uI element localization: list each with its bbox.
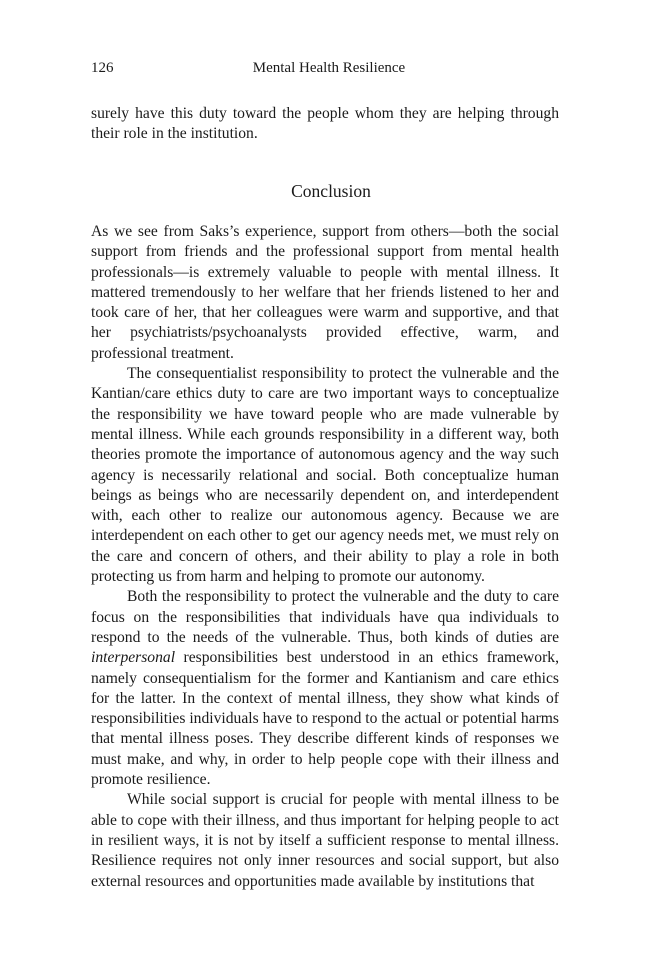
intro-paragraph: surely have this duty toward the people whom they are helping through their role in the institution. [91,105,559,143]
page-number: 126 [91,60,114,76]
paragraph-3 [91,587,559,790]
paragraph-3-text-after: responsibilities best understood in an ethics framework, namely consequentialism for the former and Kantianism and care ethics for the latter. In the context of mental illness, they show what kinds of responsibilities individuals have to respond to the actual or potential harms that mental illness poses. They describe different kinds of responses we must make, and why, in order to help people cope with their illness and promote resilience. [91,649,559,789]
section-heading: Conclusion [291,181,371,201]
paragraph-3-text-before: Both the responsibility to protect the vulnerable and the duty to care focus on the responsibilities that individuals have qua individuals to respond to the needs of the vulnerable. Thus, both kinds of duties are [91,588,559,646]
running-title: Mental Health Resilience [252,60,406,76]
paragraph-1: As we see from Saks’s experience, support from others—both the social support from friends and the professional support from mental health professionals—is extremely valuable to people with mental illness. It mattered tremendously to her welfare that her friends listened to her and took care of her, that her colleagues were warm and supportive, and that her psychiatrists/psychoanalysts provided effective, warm, and professional treatment. [91,223,559,362]
conclusion-text-block [91,222,559,892]
intro-text-block [91,104,559,145]
paragraph-3-emphasis: interpersonal [91,649,176,667]
paragraph-2: The consequentialist responsibility to protect the vulnerable and the Kantian/care ethics duty to care are two important ways to conceptualize the responsibility we have toward people who are made vulnerable by mental illness. While each grounds responsibility in a different way, both theories promote the importance of autonomous agency and the way such agency is necessarily relational and social. Both conceptualize human beings as beings who are necessarily dependent on, and interdependent with, each other to realize our autonomous agency. Because we are interdependent on each other to get our agency needs met, we must rely on the care and concern of others, and their ability to play a role in both protecting us from harm and helping to promote our autonomy. [91,365,559,586]
running-head [91,60,559,80]
paragraph-4: While social support is crucial for people with mental illness to be able to cope with their illness, and thus important for helping people to act in resilient ways, it is not by itself a sufficient response to mental illness. Resilience requires not only inner resources and social support, but also external resources and opportunities made available by institutions that [91,791,559,890]
